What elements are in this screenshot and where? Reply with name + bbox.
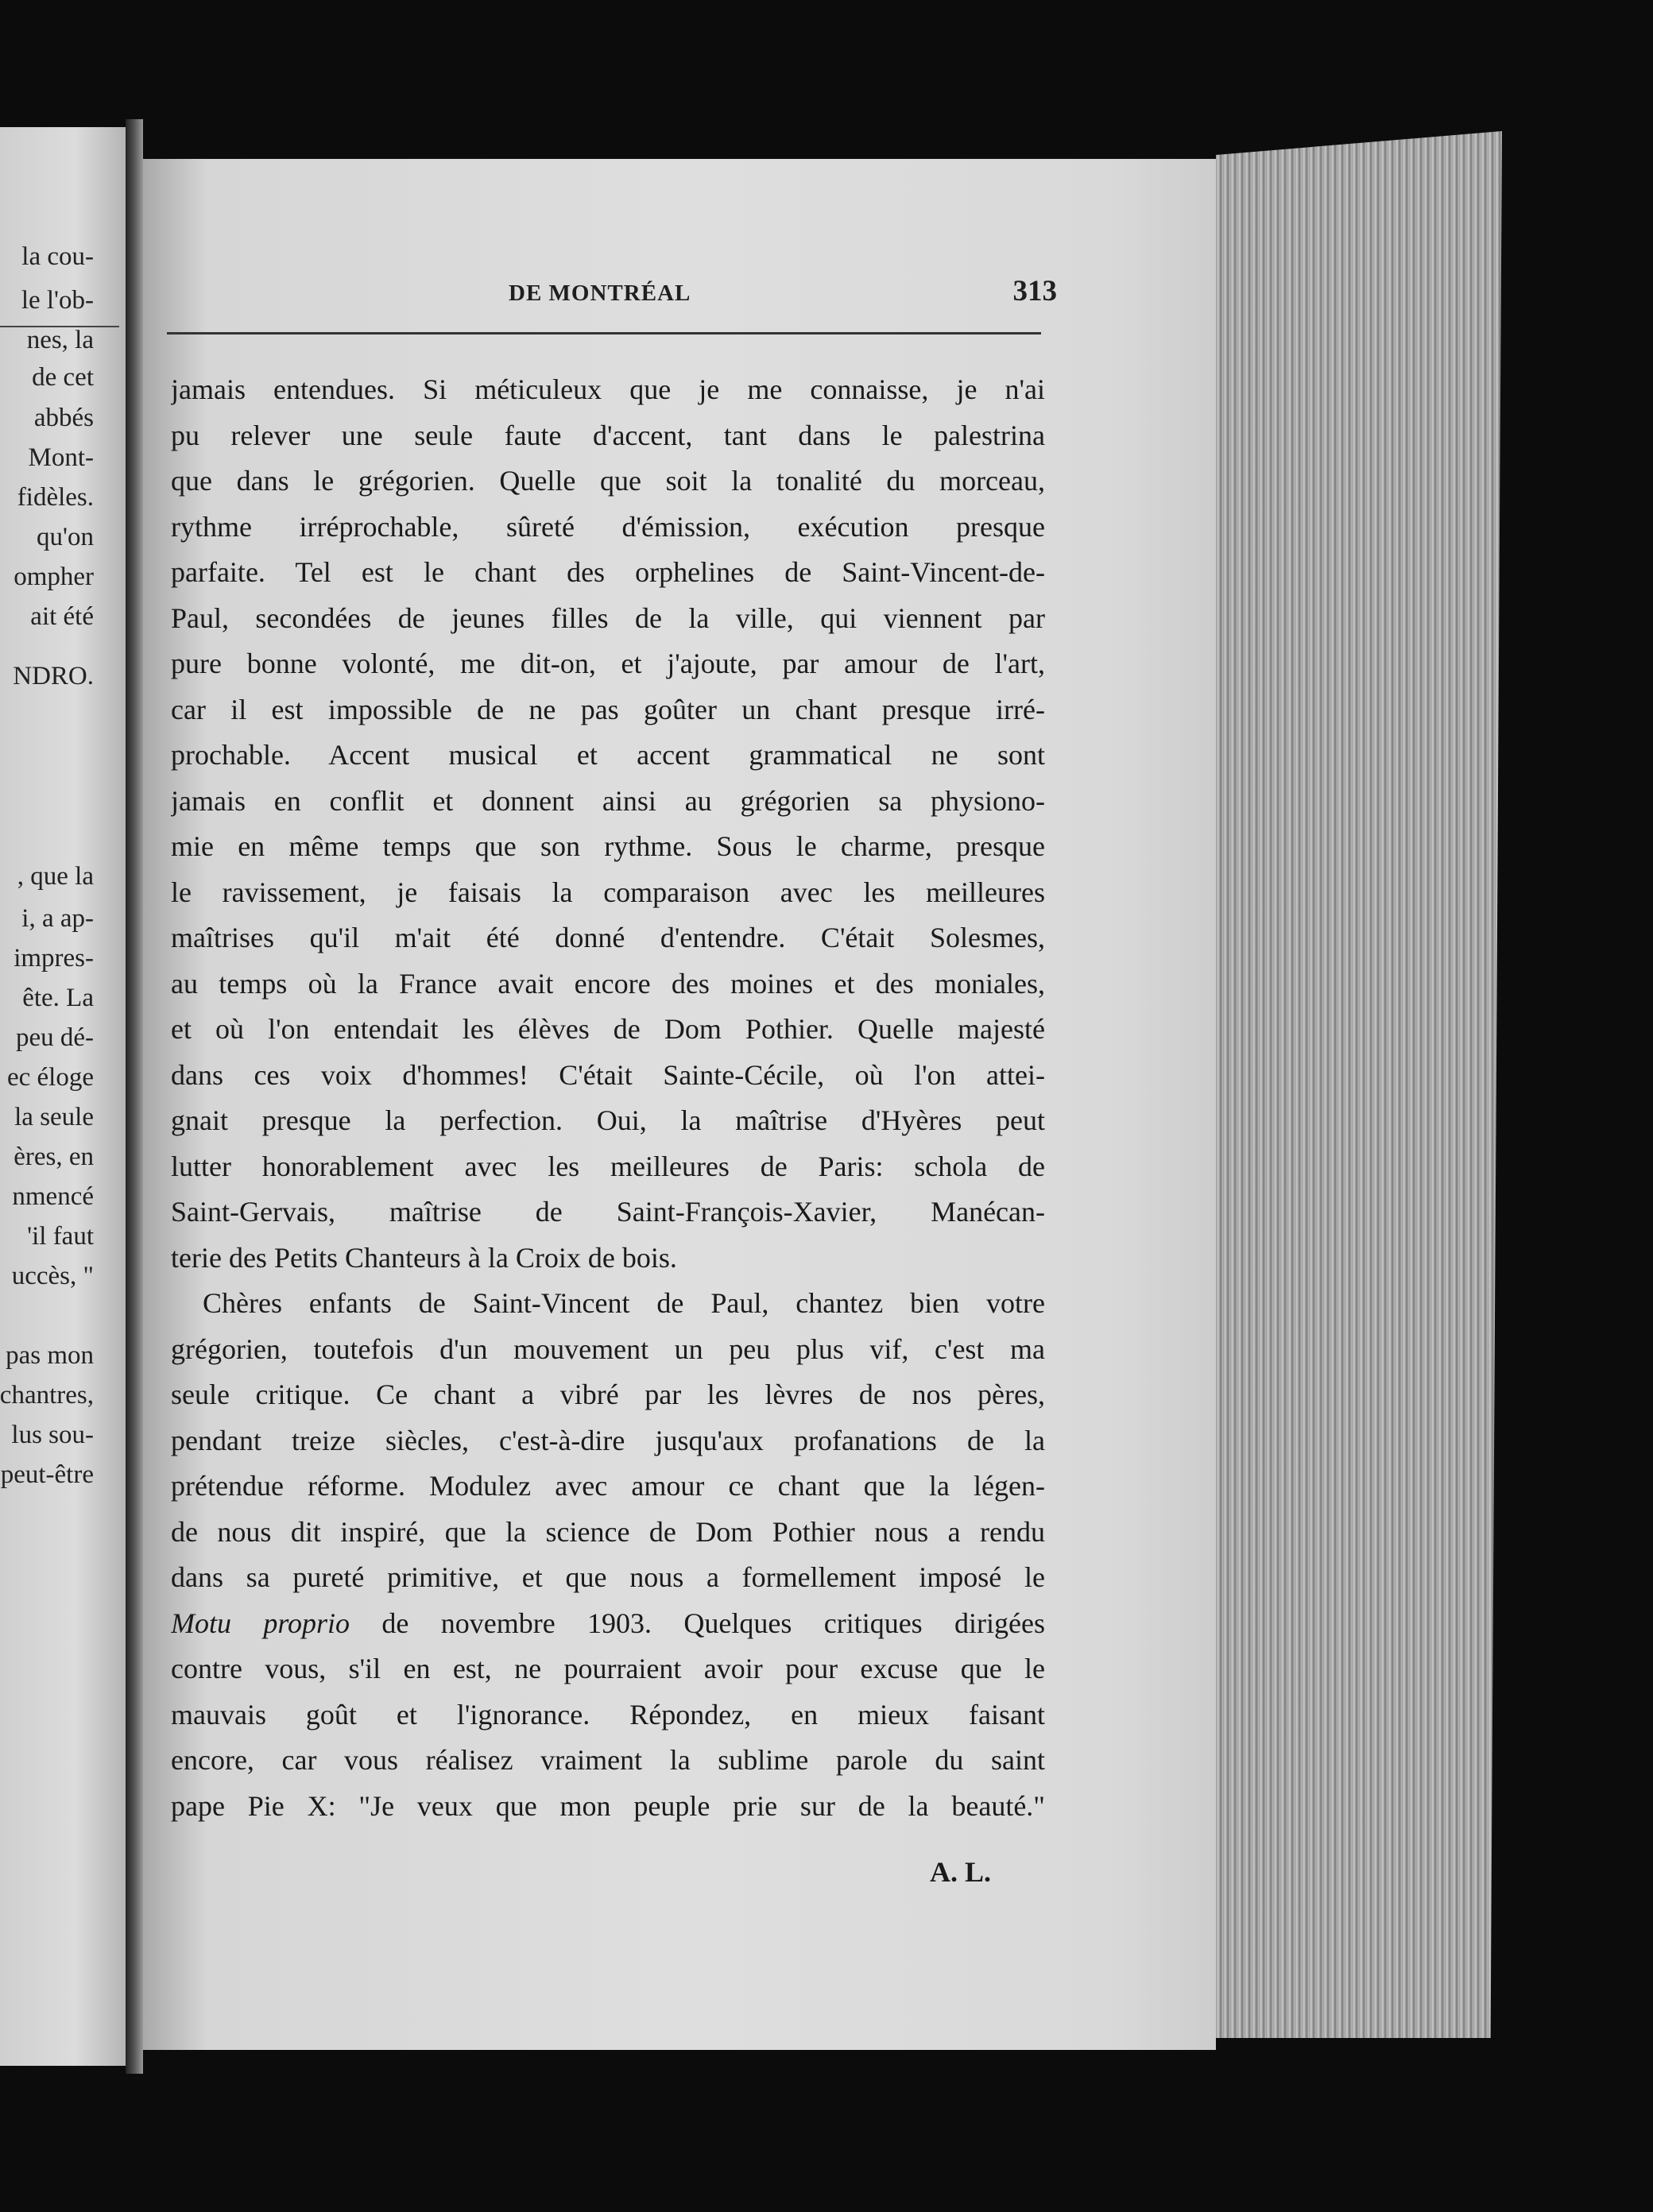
left-page-line: chantres, <box>0 1381 94 1410</box>
left-page-line: ompher <box>14 563 94 591</box>
left-page-line: ête. La <box>22 984 94 1012</box>
left-page-line: de cet <box>32 363 94 392</box>
signature: A. L. <box>930 1856 992 1888</box>
text-line: terie des Petits Chanteurs à la Croix de bois. <box>171 1241 677 1274</box>
left-page-line: la cou- <box>21 242 94 271</box>
text-line: jamais en conflit et donnent ainsi au grégorien sa physiono- <box>171 784 1045 817</box>
text-line: jamais entendues. Si méticuleux que je me connaisse, je n'ai <box>171 373 1045 405</box>
left-page-line: pas mon <box>6 1341 94 1370</box>
text-line: rythme irréprochable, sûreté d'émission, exécution presque <box>171 510 1045 543</box>
left-page-line: peu dé- <box>15 1023 94 1052</box>
text-line: le ravissement, je faisais la comparaison avec les meilleures <box>171 876 1045 908</box>
running-title: DE MONTRÉAL <box>509 280 691 306</box>
body-text <box>171 367 1045 1829</box>
text-line: Chères enfants de Saint-Vincent de Paul, chantez bien votre <box>203 1287 1045 1319</box>
text-line: mie en même temps que son rythme. Sous le charme, presque <box>171 830 1045 862</box>
left-page-line: uccès, " <box>11 1262 94 1290</box>
text-line: prochable. Accent musical et accent grammatical ne sont <box>171 739 1045 771</box>
text-line: Saint-Gervais, maîtrise de Saint-François-Xavier, Manécan- <box>171 1196 1045 1228</box>
left-page-line: la seule <box>14 1103 94 1131</box>
text-line: de nous dit inspiré, que la science de Dom Pothier nous a rendu <box>171 1515 1045 1548</box>
paragraph-1 <box>171 367 1045 1281</box>
text-line: Paul, secondées de jeunes filles de la ville, qui viennent par <box>171 601 1045 634</box>
text-line: et où l'on entendait les élèves de Dom Pothier. Quelle majesté <box>171 1013 1045 1045</box>
text-line: gnait presque la perfection. Oui, la maîtrise d'Hyères peut <box>171 1104 1045 1136</box>
text-line: maîtrises qu'il m'ait été donné d'entendre. C'était Solesmes, <box>171 922 1045 953</box>
text-line: dans ces voix d'hommes! C'était Sainte-Cécile, où l'on attei- <box>171 1058 1045 1091</box>
left-page <box>0 127 126 2066</box>
motu-proprio-italic: Motu proprio <box>171 1607 350 1639</box>
left-page-line: 'il faut <box>27 1222 94 1251</box>
text-line: grégorien, toutefois d'un mouvement un peu plus vif, c'est ma <box>171 1332 1045 1365</box>
left-page-line: fidèles. <box>17 483 94 512</box>
text-line: parfaite. Tel est le chant des orphelines de Saint-Vincent-de- <box>171 556 1045 588</box>
left-page-line: , que la <box>17 862 94 891</box>
left-page-line: qu'on <box>37 523 94 551</box>
left-page-line: i, a ap- <box>21 904 94 933</box>
text-line: pape Pie X: "Je veux que mon peuple prie sur de la beauté." <box>171 1789 1045 1822</box>
text-line: pendant treize siècles, c'est-à-dire jusqu'aux profanations de la <box>171 1424 1045 1456</box>
book-gutter <box>126 119 143 2074</box>
header-rule <box>167 332 1041 335</box>
motu-line-rest: de novembre 1903. Quelques critiques dirigées <box>350 1607 1045 1639</box>
left-page-line: lus sou- <box>11 1421 94 1449</box>
text-line: prétendue réforme. Modulez avec amour ce chant que la légen- <box>171 1470 1045 1502</box>
left-page-line: impres- <box>14 944 94 973</box>
left-page-line: ères, en <box>14 1143 94 1171</box>
text-line: au temps où la France avait encore des moines et des moniales, <box>171 967 1045 1000</box>
text-line: lutter honorablement avec les meilleures de Paris: schola de <box>171 1150 1045 1182</box>
text-line: dans sa pureté primitive, et que nous a formellement imposé le <box>171 1561 1045 1593</box>
left-page-line: nes, la <box>26 326 94 354</box>
text-line: pu relever une seule faute d'accent, tant dans le palestrina <box>171 419 1045 451</box>
text-line: car il est impossible de ne pas goûter un chant presque irré- <box>171 693 1045 725</box>
page-edges <box>1216 131 1502 2038</box>
left-page-line: Mont- <box>28 443 94 472</box>
text-line: contre vous, s'il en est, ne pourraient avoir pour excuse que le <box>171 1653 1045 1684</box>
left-page-line: abbés <box>33 404 94 432</box>
text-line: que dans le grégorien. Quelle que soit la tonalité du morceau, <box>171 465 1045 497</box>
left-page-line: peut-être <box>0 1460 94 1489</box>
text-line: pure bonne volonté, me dit-on, et j'ajoute, par amour de l'art, <box>171 648 1045 679</box>
left-page-line: ec éloge <box>6 1063 94 1092</box>
text-line <box>171 1601 1045 1647</box>
left-page-line: nmencé <box>12 1182 94 1211</box>
left-page-line: NDRO. <box>13 662 94 690</box>
left-page-line: ait été <box>30 602 94 631</box>
paragraph-2 <box>171 1281 1045 1829</box>
text-line: mauvais goût et l'ignorance. Répondez, en mieux faisant <box>171 1698 1045 1731</box>
page-number: 313 <box>1012 275 1057 307</box>
page-header <box>167 274 1057 314</box>
left-page-line: le l'ob- <box>21 286 94 315</box>
text-line: seule critique. Ce chant a vibré par les lèvres de nos pères, <box>171 1379 1045 1410</box>
text-line: encore, car vous réalisez vraiment la sublime parole du saint <box>171 1744 1045 1776</box>
